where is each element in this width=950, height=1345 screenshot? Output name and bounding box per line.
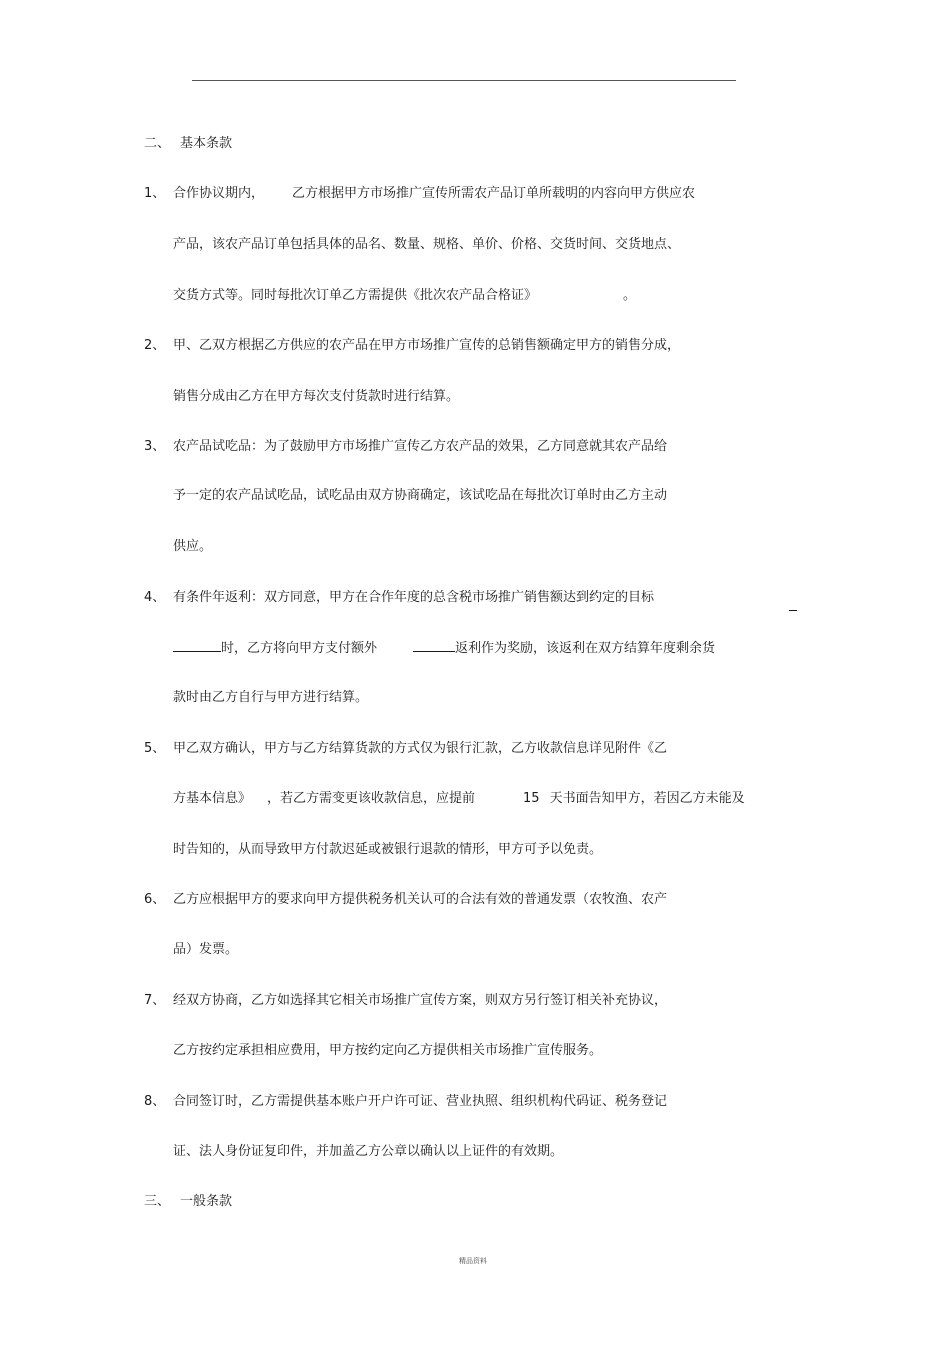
clause-text-segment: 。 <box>623 288 637 303</box>
clause-number: 7、 <box>144 993 166 1008</box>
clause-text: 乙方按约定承担相应费用，甲方按约定向乙方提供相关市场推广宣传服务。 <box>173 1043 603 1058</box>
clause-text: 乙方应根据甲方的要求向甲方提供税务机关认可的合法有效的普通发票（农牧渔、农产 <box>173 892 668 907</box>
fill-in-blank <box>173 640 221 652</box>
clause-text <box>173 640 715 657</box>
clause-text: 经双方协商，乙方如选择其它相关市场推广宣传方案，则双方另行签订相关补充协议， <box>173 993 668 1008</box>
clause-text: 甲乙双方确认，甲方与乙方结算货款的方式仅为银行汇款，乙方收款信息详见附件《乙 <box>173 741 668 756</box>
clause-text: 合同签订时，乙方需提供基本账户开户许可证、营业执照、组织机构代码证、税务登记 <box>173 1094 668 1109</box>
clause-number: 2、 <box>144 338 166 353</box>
clause-text: 品）发票。 <box>173 942 239 957</box>
clause-text: 甲、乙双方根据乙方供应的农产品在甲方市场推广宣传的总销售额确定甲方的销售分成， <box>173 338 681 353</box>
clause-text-segment: 交货方式等。同时每批次订单乙方需提供《批次农产品合格证》 <box>173 288 538 303</box>
clause-text: 供应。 <box>173 539 213 554</box>
clause-text <box>173 288 636 304</box>
clause-text <box>173 791 745 807</box>
clause-number: 1、 <box>144 186 166 201</box>
clause-number: 5、 <box>144 741 166 756</box>
section-number: 三、 <box>144 1194 171 1209</box>
clause-text: 时告知的，从而导致甲方付款迟延或被银行退款的情形，甲方可予以免责。 <box>173 842 603 857</box>
clause-text <box>173 186 695 202</box>
clause-number: 8、 <box>144 1094 166 1109</box>
blank-line-mark <box>789 610 797 611</box>
clause-text-segment: ，若乙方需变更该收款信息，应提前 <box>267 791 476 806</box>
clause-text-segment: 乙方根据甲方市场推广宣传所需农产品订单所载明的内容向甲方供应农 <box>292 186 696 201</box>
clause-number: 3、 <box>144 439 166 454</box>
fill-in-blank <box>413 640 455 652</box>
clause-text-segment: 天书面告知甲方，若因乙方未能及 <box>549 791 745 806</box>
clause-text-segment: 返利作为奖励，该返利在双方结算年度剩余货 <box>455 641 716 656</box>
clause-number: 4、 <box>144 590 166 605</box>
clause-text-segment: 合作协议期内， <box>173 186 265 201</box>
clause-text: 证、法人身份证复印件，并加盖乙方公章以确认以上证件的有效期。 <box>173 1144 564 1159</box>
clause-text-segment: 时，乙方将向甲方支付额外 <box>221 641 378 656</box>
days-value: 15 <box>523 791 540 806</box>
page-footer: 精品资料 <box>459 1257 487 1265</box>
clause-text: 农产品试吃品：为了鼓励甲方市场推广宣传乙方农产品的效果，乙方同意就其农产品给 <box>173 439 668 454</box>
clause-text: 产品，该农产品订单包括具体的品名、数量、规格、单价、价格、交货时间、交货地点、 <box>173 237 681 252</box>
clause-text: 予一定的农产品试吃品，试吃品由双方协商确定，该试吃品在每批次订单时由乙方主动 <box>173 488 668 503</box>
clause-text-segment: 方基本信息》 <box>173 791 252 806</box>
clause-text: 有条件年返利：双方同意，甲方在合作年度的总含税市场推广销售额达到约定的目标 <box>173 590 655 605</box>
section-title: 一般条款 <box>180 1194 233 1209</box>
clause-number: 6、 <box>144 892 166 907</box>
clause-text: 销售分成由乙方在甲方每次支付货款时进行结算。 <box>173 389 460 404</box>
section-title: 基本条款 <box>180 136 233 151</box>
clause-text: 款时由乙方自行与甲方进行结算。 <box>173 690 369 705</box>
header-rule <box>192 80 736 81</box>
section-number: 二、 <box>144 136 171 151</box>
